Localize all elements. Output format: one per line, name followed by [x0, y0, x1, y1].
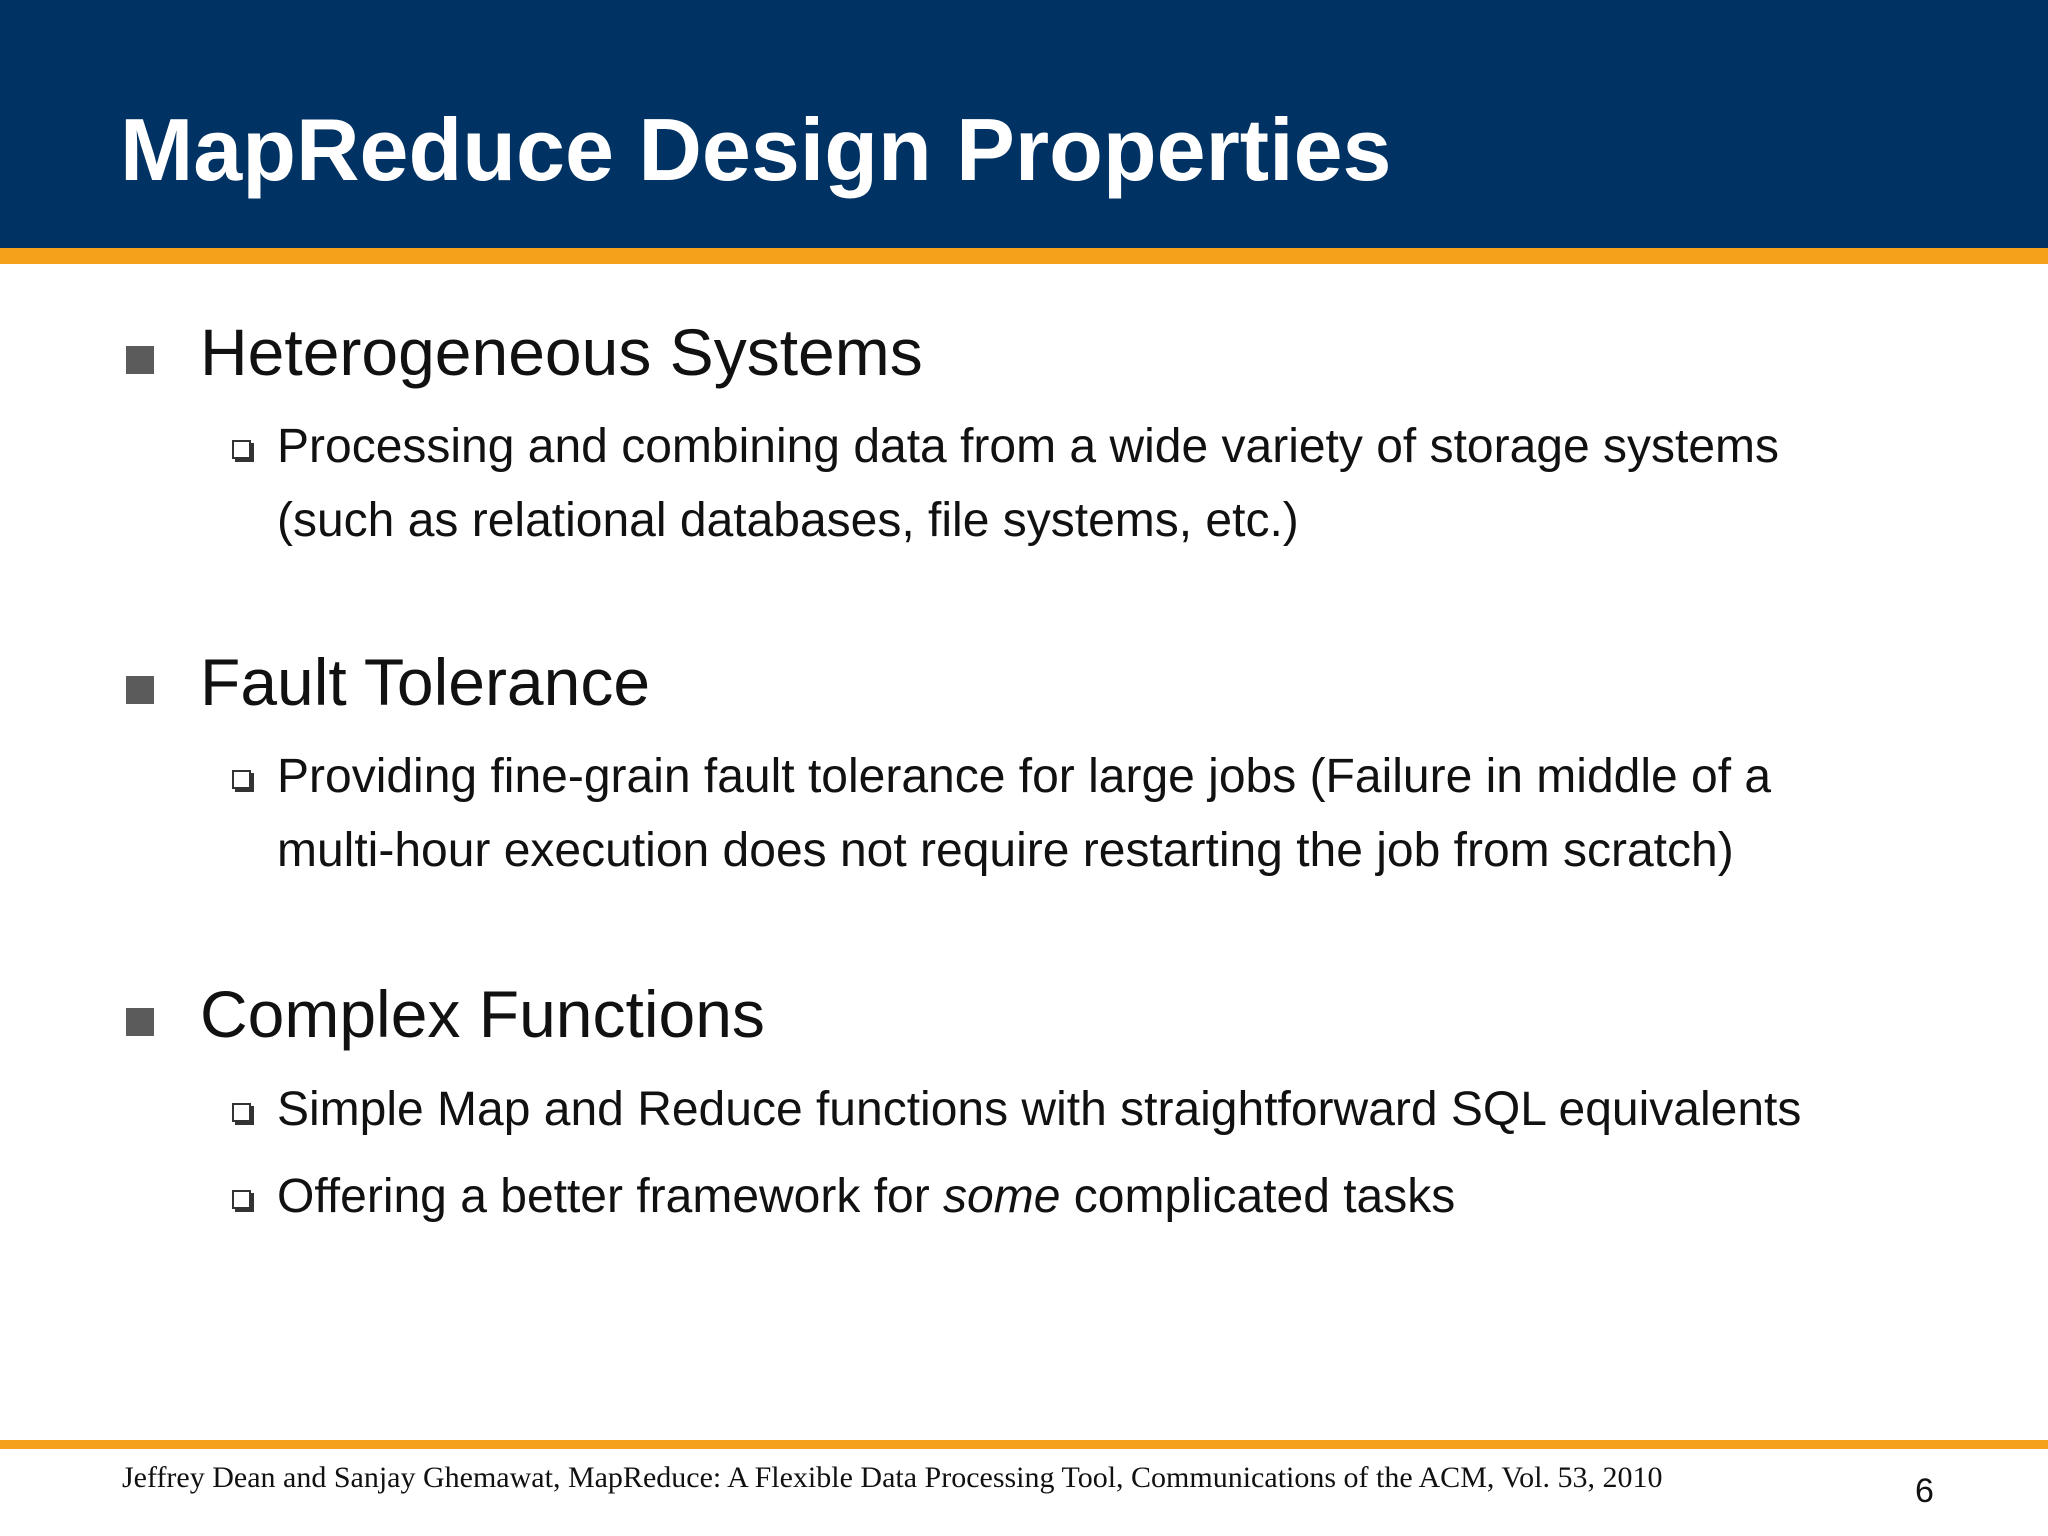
- slide-title: MapReduce Design Properties: [120, 100, 1392, 199]
- point-text-line: (such as relational databases, file systems, etc.): [277, 494, 1299, 547]
- title-underline-rule: [0, 248, 2048, 264]
- point-text-line: [277, 1160, 1455, 1234]
- hollow-square-bullet-icon: [232, 440, 251, 459]
- point-text-line: Providing fine-grain fault tolerance for large jobs (Failure in middle of a: [277, 750, 1772, 803]
- hollow-square-bullet-icon: [232, 1103, 251, 1122]
- emphasized-word: some: [943, 1170, 1061, 1223]
- section-heading-heterogeneous-systems: Heterogeneous Systems: [200, 315, 923, 389]
- footer-rule: [0, 1440, 2048, 1449]
- section-heading-fault-tolerance: Fault Tolerance: [200, 645, 651, 719]
- point-text-segment: Offering a better framework for: [277, 1170, 944, 1223]
- point-text-line: multi-hour execution does not require restarting the job from scratch): [277, 824, 1734, 877]
- point-text-line: Simple Map and Reduce functions with straightforward SQL equivalents: [277, 1083, 1802, 1136]
- page-number: 6: [1915, 1472, 1934, 1510]
- square-bullet-icon: [126, 1008, 154, 1036]
- square-bullet-icon: [126, 676, 154, 704]
- hollow-square-bullet-icon: [232, 1190, 251, 1209]
- point-text-segment: complicated tasks: [1060, 1170, 1456, 1223]
- footer-citation: Jeffrey Dean and Sanjay Ghemawat, MapReduce: A Flexible Data Processing Tool, Communications of the ACM, Vol. 53, 2010: [122, 1461, 1663, 1494]
- hollow-square-bullet-icon: [232, 770, 251, 789]
- square-bullet-icon: [126, 346, 154, 374]
- point-text-line: Processing and combining data from a wide variety of storage systems: [277, 420, 1780, 473]
- section-heading-complex-functions: Complex Functions: [200, 977, 765, 1051]
